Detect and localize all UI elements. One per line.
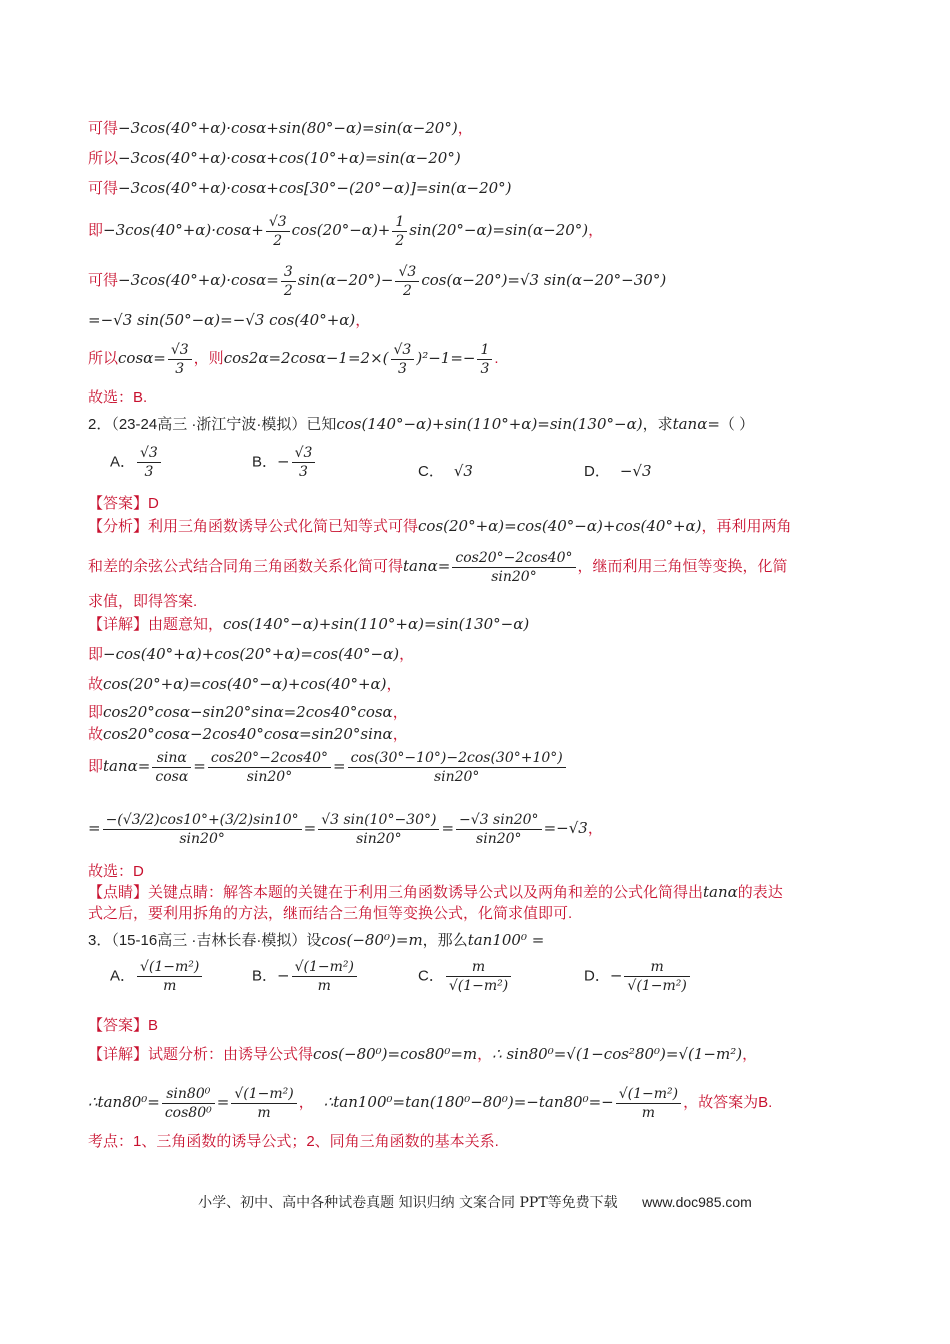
q2-detail-line-1: 【详解】由题意知，cos(140°−α)+sin(110°+α)=sin(130°−α) xyxy=(88,615,530,633)
q3-option-c: C． $\frac{m}{\text{√(1−m²)}}$ xyxy=(418,958,513,995)
question-2-stem: 2．（23-24高三 ·浙江宁波·模拟）已知cos(140°−α)+sin(110°+α)=sin(130°−α)，求tanα=（ ） xyxy=(88,415,755,433)
fraction: $\frac{1}{3}$ xyxy=(477,341,492,378)
q3-answer: 【答案】B xyxy=(88,1017,159,1034)
q2-detail-line-5: 故cos20°cosα−2cos40°cosα=sin20°sinα， xyxy=(88,725,408,743)
q2-detail-line-4: 即cos20°cosα−sin20°sinα=2cos40°cosα， xyxy=(88,703,408,721)
q2-detail-line-7: = $\frac{-(√3/2)\cos 10^\circ+(3/2)\sin 10^\circ}{\sin 20^\circ}$ = $\frac{√3 \sin(10^\circ-30^\circ)}{\sin 20^\circ}$ = $\frac{-√3 \sin 20^\circ}{\sin 20^\circ}$ =−√3， xyxy=(88,811,603,847)
q3-detail-line-2: ∴tan80⁰= $\frac{\text{sin80⁰}}{\text{cos80⁰}}$ = $\frac{\text{√(1−m²)}}{m}$ ， ∴tan100⁰=tan(180⁰−80⁰)=−tan80⁰=− $\frac{\text{√(1−m²)}}{m}$ ，故答案为B. xyxy=(88,1085,773,1121)
q3-option-d: D．− $\frac{m}{\text{√(1−m²)}}$ xyxy=(584,958,692,995)
q2-answer: 【答案】D xyxy=(88,495,159,512)
solution-line-3: 可得−3cos(40°+α)·cosα+cos[30°−(20°−α)]=sin(α−20°) xyxy=(88,179,512,197)
q2-option-d: D． −√3 xyxy=(584,462,652,480)
q2-detail-line-6: 即tanα= $\frac{\sin\alpha}{\cos\alpha}$ = $\frac{\cos 20^\circ-2\cos 40^\circ}{\sin 20^\circ}$ = $\frac{\cos(30^\circ-10^\circ)-2\cos(30^\circ+10^\circ)}{\sin 20^\circ}$ xyxy=(88,746,568,787)
q2-analysis-line-3: 求值，即得答案. xyxy=(88,593,198,610)
q3-option-b: B．− $\frac{\text{√(1−m²)}}{m}$ xyxy=(252,958,359,995)
q2-detail-line-2: 即−cos(40°+α)+cos(20°+α)=cos(40°−α)， xyxy=(88,645,415,663)
solution-line-1: 可得−3cos(40°+α)·cosα+sin(80°−α)=sin(α−20°)， xyxy=(88,119,473,137)
solution-line-4: 即−3cos(40°+α)·cosα+ $\frac{√3}{2}$ cos(20°−α)+ $\frac{1}{2}$ sin(20°−α)=sin(α−20°)， xyxy=(88,213,604,249)
q2-option-c: C． √3 xyxy=(418,462,473,480)
fraction: $\frac{√3}{3}$ xyxy=(391,341,415,378)
fraction: $\frac{3}{2}$ xyxy=(281,263,296,300)
fraction: $\frac{√3}{3}$ xyxy=(168,341,192,378)
fraction: $\frac{1}{2}$ xyxy=(392,213,407,250)
q2-option-a: A． $\frac{√3}{3}$ xyxy=(110,444,163,481)
q2-choose: 故选：D xyxy=(88,863,144,880)
footer-url[interactable]: www.doc985.com xyxy=(642,1194,752,1210)
fraction: $\frac{√3}{2}$ xyxy=(266,213,290,250)
fraction: $\frac{√3}{2}$ xyxy=(395,263,419,300)
q2-note-line-2: 式之后，要利用拆角的方法，继而结合三角恒等变换公式，化简求值即可. xyxy=(88,905,573,922)
page-footer xyxy=(0,1192,950,1212)
q2-analysis-line-1: 【分析】利用三角函数诱导公式化简已知等式可得cos(20°+α)=cos(40°−α)+cos(40°+α)，再利用两角 xyxy=(88,517,792,535)
solution-line-7: 所以cosα= $\frac{√3}{3}$ ，则cos2α=2cosα−1=2×( $\frac{√3}{3}$ )²−1=− $\frac{1}{3}$ . xyxy=(88,341,499,377)
q2-option-b: B．− $\frac{√3}{3}$ xyxy=(252,444,317,481)
question-3-stem: 3．（15-16高三 ·吉林长春·模拟）设cos(−80⁰)=m，那么tan100⁰ = xyxy=(88,931,545,949)
q3-option-a: A． $\frac{\text{√(1−m²)}}{m}$ xyxy=(110,958,204,995)
solution-line-2: 所以−3cos(40°+α)·cosα+cos(10°+α)=sin(α−20°) xyxy=(88,149,461,167)
q2-detail-line-3: 故cos(20°+α)=cos(40°−α)+cos(40°+α)， xyxy=(88,675,402,693)
q3-detail-line-1: 【详解】试题分析：由诱导公式得cos(−80⁰)=cos80⁰=m，∴ sin80⁰=√(1−cos²80⁰)=√(1−m²)， xyxy=(88,1045,758,1063)
q3-knowledge-points: 考点：1、三角函数的诱导公式；2、同角三角函数的基本关系. xyxy=(88,1133,499,1150)
q2-note-line-1: 【点睛】关键点睛：解答本题的关键在于利用三角函数诱导公式以及两角和差的公式化简得出tanα的表达 xyxy=(88,883,783,901)
choose-answer: 故选：B. xyxy=(88,389,148,406)
solution-line-5: 可得−3cos(40°+α)·cosα= $\frac{3}{2}$ sin(α−20°)− $\frac{√3}{2}$ cos(α−20°)=√3 sin(α−20°−30°) xyxy=(88,263,667,299)
footer-text: 小学、初中、高中各种试卷真题 知识归纳 文案合同 PPT等免费下载 xyxy=(198,1195,618,1211)
q2-analysis-line-2: 和差的余弦公式结合同角三角函数关系化简可得tanα= $\frac{\cos 20^\circ-2\cos 40^\circ}{\sin 20^\circ}$ ，继而利用三角恒等变换，化简 xyxy=(88,549,788,585)
solution-line-6: =−√3 sin(50°−α)=−√3 cos(40°+α)， xyxy=(88,311,371,329)
